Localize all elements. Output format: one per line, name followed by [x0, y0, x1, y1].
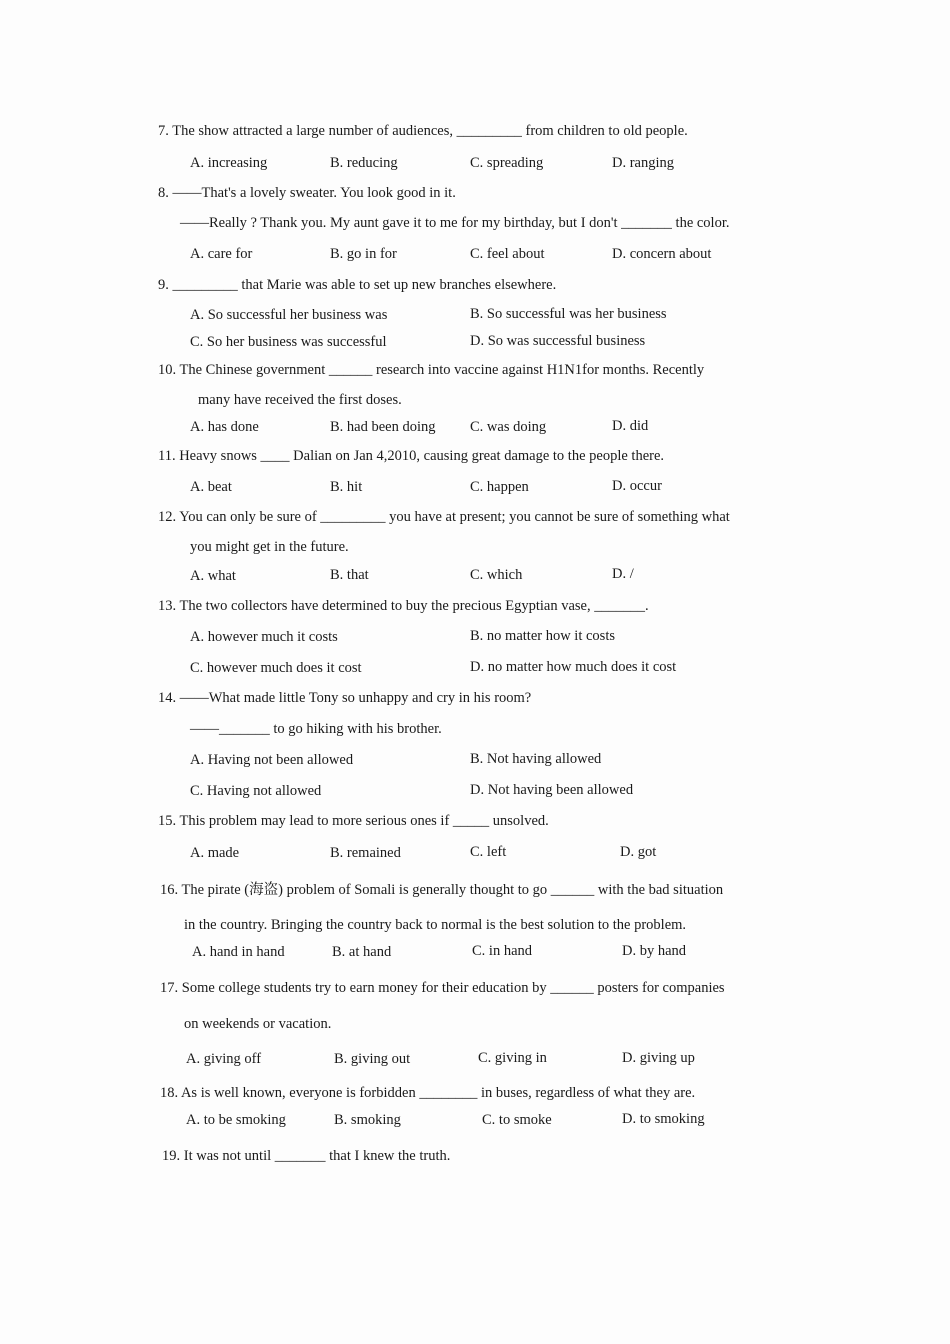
option-a: A. beat [190, 479, 232, 495]
question-text: 14. ——What made little Tony so unhappy and cry in his room? [158, 690, 532, 706]
option-c: C. So her business was successful [190, 334, 387, 350]
option-a: A. So successful her business was [190, 307, 388, 323]
question-text: 18. As is well known, everyone is forbidden ________ in buses, regardless of what they are. [160, 1085, 696, 1101]
option-b: B. So successful was her business [470, 306, 667, 322]
question-text: 15. This problem may lead to more serious ones if _____ unsolved. [158, 813, 549, 829]
option-c: C. left [470, 844, 507, 860]
option-d: D. occur [612, 478, 662, 494]
question-text: 19. It was not until _______ that I knew the truth. [162, 1148, 451, 1164]
option-c: C. which [470, 567, 523, 583]
option-b: B. hit [330, 479, 363, 495]
question-text: 7. The show attracted a large number of audiences, _________ from children to old people. [158, 123, 688, 139]
option-b: B. giving out [334, 1051, 411, 1067]
option-b: B. Not having allowed [470, 751, 602, 767]
option-a: A. made [190, 845, 240, 861]
question-text-continued: on weekends or vacation. [184, 1016, 332, 1032]
question-text: 9. _________ that Marie was able to set up new branches elsewhere. [158, 277, 557, 293]
question-text-continued: many have received the first doses. [198, 392, 402, 408]
option-a: A. hand in hand [192, 944, 285, 960]
option-d: D. / [612, 566, 634, 582]
option-c: C. was doing [470, 419, 547, 435]
question-text-continued: you might get in the future. [190, 539, 349, 555]
question-text-continued: ——_______ to go hiking with his brother. [190, 721, 442, 737]
option-d: D. to smoking [622, 1111, 705, 1127]
question-text: 12. You can only be sure of _________ you have at present; you cannot be sure of something what [158, 509, 730, 525]
option-b: B. remained [330, 845, 401, 861]
option-b: B. reducing [330, 155, 398, 171]
question-text: 17. Some college students try to earn money for their education by ______ posters for companies [160, 980, 725, 996]
option-d: D. So was successful business [470, 333, 646, 349]
question-text-continued: in the country. Bringing the country back to normal is the best solution to the problem. [184, 917, 687, 933]
option-d: D. Not having been allowed [470, 782, 634, 798]
option-d: D. got [620, 844, 657, 860]
option-d: D. giving up [622, 1050, 695, 1066]
option-a: A. to be smoking [186, 1112, 286, 1128]
option-d: D. concern about [612, 246, 712, 262]
option-a: A. however much it costs [190, 629, 338, 645]
option-b: B. smoking [334, 1112, 401, 1128]
option-c: C. however much does it cost [190, 660, 362, 676]
option-a: A. has done [190, 419, 259, 435]
option-c: C. giving in [478, 1050, 547, 1066]
option-a: A. increasing [190, 155, 268, 171]
option-b: B. at hand [332, 944, 392, 960]
option-d: D. ranging [612, 155, 675, 171]
option-c: C. to smoke [482, 1112, 552, 1128]
option-c: C. spreading [470, 155, 544, 171]
question-text: 16. The pirate (海盗) problem of Somali is generally thought to go ______ with the bad situation [160, 882, 724, 898]
question-text-continued: ——Really ? Thank you. My aunt gave it to me for my birthday, but I don't _______ the color. [180, 215, 730, 231]
question-text: 13. The two collectors have determined to buy the precious Egyptian vase, _______. [158, 598, 649, 614]
question-text: 10. The Chinese government ______ research into vaccine against H1N1for months. Recently [158, 362, 705, 378]
option-c: C. Having not allowed [190, 783, 322, 799]
option-c: C. in hand [472, 943, 533, 959]
option-c: C. happen [470, 479, 529, 495]
question-text: 8. ——That's a lovely sweater. You look good in it. [158, 185, 456, 201]
option-b: B. that [330, 567, 369, 583]
option-d: D. did [612, 418, 649, 434]
option-d: D. by hand [622, 943, 687, 959]
option-a: A. care for [190, 246, 253, 262]
option-c: C. feel about [470, 246, 545, 262]
option-a: A. what [190, 568, 236, 584]
option-b: B. had been doing [330, 419, 436, 435]
option-b: B. go in for [330, 246, 397, 262]
question-text: 11. Heavy snows ____ Dalian on Jan 4,2010, causing great damage to the people there. [158, 448, 665, 464]
option-a: A. Having not been allowed [190, 752, 354, 768]
option-b: B. no matter how it costs [470, 628, 615, 644]
option-a: A. giving off [186, 1051, 262, 1067]
option-d: D. no matter how much does it cost [470, 659, 677, 675]
